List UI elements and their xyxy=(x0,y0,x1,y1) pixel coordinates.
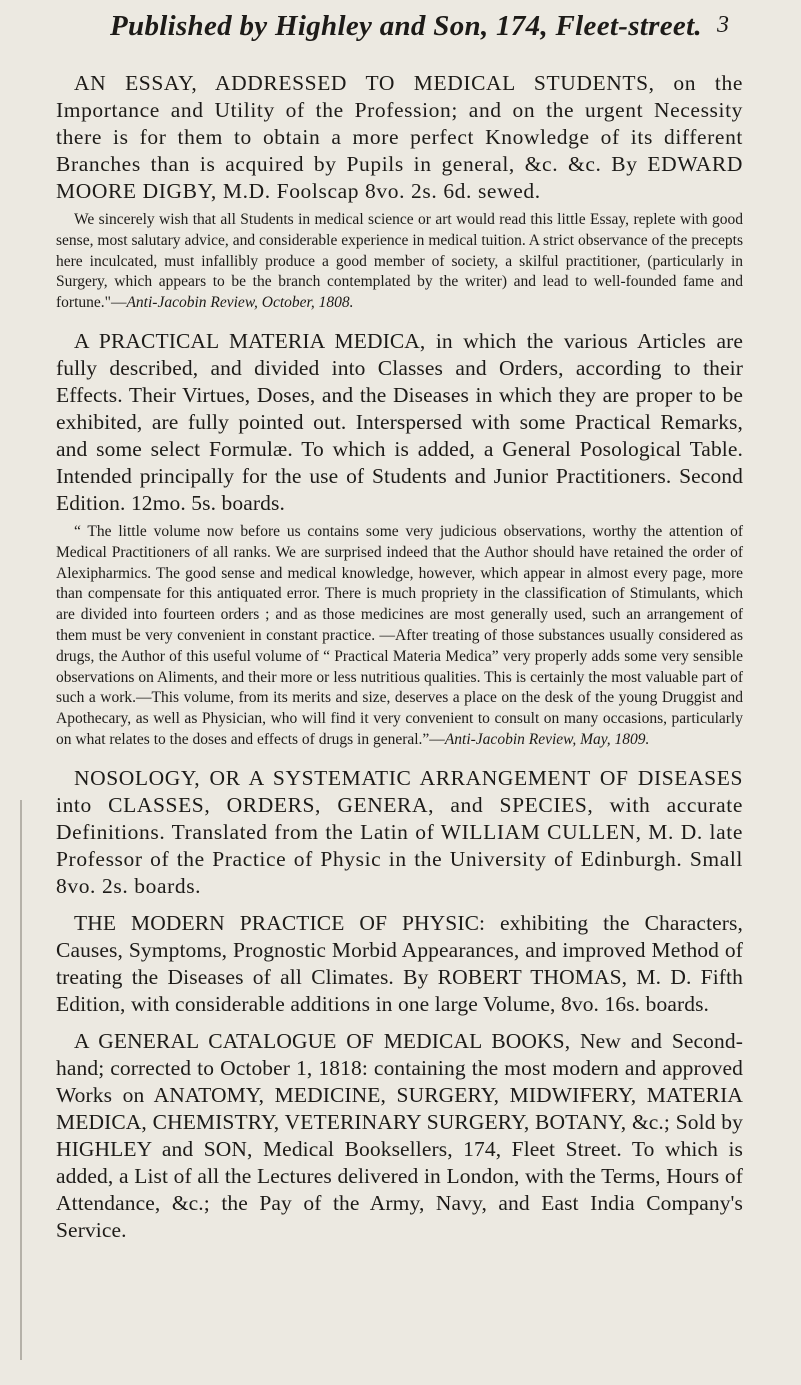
entry-modern-practice-of-physic xyxy=(56,910,743,1018)
entry-lead: A GENERAL CATALOGUE OF MEDICAL BOOKS, New and Second-hand; corrected to October 1, 1818: containing the most modern and approved Works on ANATOMY, MEDICINE, SURGERY, MIDWIFERY, MATERIA MEDICA, CHEMISTRY, VETERINARY SURGERY, BOTANY, &c.; Sold by HIGHLEY and SON, Medical Booksellers, 174, Fleet Street. To which is added, a List of all the Lectures delivered in London, with the Terms, Hours of Attendance, &c.; the Pay of the Army, Navy, and East India Company's Service. xyxy=(56,1028,743,1242)
review-source: Anti-Jacobin Review, October, 1808. xyxy=(126,294,354,312)
entry-general-catalogue xyxy=(56,1028,743,1244)
review-quote xyxy=(56,210,743,314)
entry-lead: NOSOLOGY, OR A SYSTEMATIC ARRANGEMENT OF DISEASES into CLASSES, ORDERS, GENERA, and SPECIES, with accurate Definitions. Translated from the Latin of WILLIAM CULLEN, M. D. late Professor of the Practice of Physic in the University of Edinburgh. Small 8vo. 2s. boards. xyxy=(56,765,743,898)
review-text: “ The little volume now before us contains some very judicious observations, worthy the attention of Medical Practitioners of all ranks. We are surprised indeed that the Author should have retained the order of Alexipharmics. The good sense and medical knowledge, however, which appear in almost every page, more than compensate for this antiquated error. There is much propriety in the classification of Stimulants, which are divided into fourteen orders ; and as those medicines are most generally used, such an arrangement of them must be very convenient in constant practice. —After treating of those substances usually considered as drugs, the Author of this useful volume of “ Practical Materia Medica” very properly adds some very sensible observations on Aliments, and their more or less nutritious qualities. This is certainly the most valuable part of such a work.—This volume, from its merits and size, deserves a place on the desk of the young Druggist and Apothecary, as well as Physician, who will find it very convenient to consult on many occasions, particularly on what relates to the doses and effects of drugs in general.”— xyxy=(56,522,743,748)
page-header xyxy=(110,10,751,50)
page-number: 3 xyxy=(717,12,729,38)
review-quote xyxy=(56,522,743,751)
entry-lead: A PRACTICAL MATERIA MEDICA, in which the various Articles are fully described, and divided into Classes and Orders, according to their Effects. Their Virtues, Doses, and the Diseases in which they are proper to be exhibited, are fully pointed out. Interspersed with some Practical Remarks, and some select Formulæ. To which is added, a General Posological Table. Intended principally for the use of Students and Junior Practitioners. Second Edition. 12mo. 5s. boards. xyxy=(56,328,743,515)
review-text: We sincerely wish that all Students in medical science or art would read this little Essay, replete with good sense, most salutary advice, and considerable experience in medical tuition. A strict observance of the precepts here inculcated, must infallibly produce a good member of society, a skilful practitioner, (particularly in Surgery, which appears to be the branch contemplated by the writer) and lead to well-founded fame and fortune."— xyxy=(56,211,743,312)
review-source: Anti-Jacobin Review, May, 1809. xyxy=(444,730,650,748)
page-edge-rule xyxy=(20,800,22,1360)
entry-lead: THE MODERN PRACTICE OF PHYSIC: exhibiting the Characters, Causes, Symptoms, Prognostic Morbid Appearances, and improved Method of treating the Diseases of all Climates. By ROBERT THOMAS, M. D. Fifth Edition, with considerable additions in one large Volume, 8vo. 16s. boards. xyxy=(56,910,743,1016)
entry-essay-medical-students xyxy=(56,70,743,314)
entry-lead: AN ESSAY, ADDRESSED TO MEDICAL STUDENTS, on the Importance and Utility of the Profession; and on the urgent Necessity there is for them to obtain a more perfect Knowledge of its different Branches than is acquired by Pupils in general, &c. &c. By EDWARD MOORE DIGBY, M.D. Foolscap 8vo. 2s. 6d. sewed. xyxy=(56,71,743,203)
entry-practical-materia-medica xyxy=(56,328,743,751)
entry-nosology xyxy=(56,765,743,900)
publisher-header: Published by Highley and Son, 174, Fleet-street. xyxy=(110,10,702,42)
